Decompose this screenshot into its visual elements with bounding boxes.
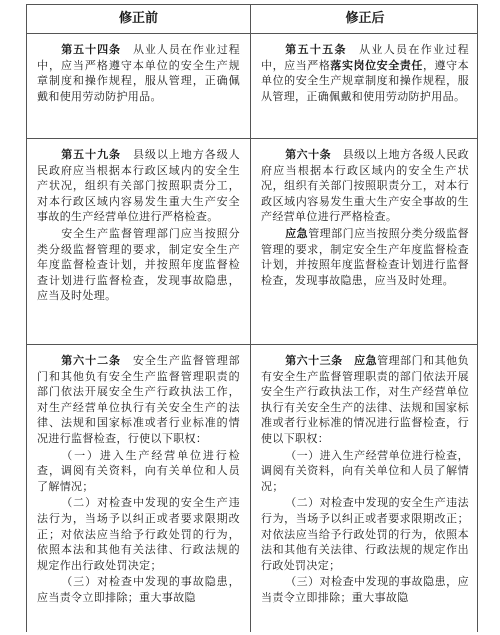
after-cell bbox=[251, 345, 478, 607]
comparison-table bbox=[26, 4, 478, 632]
article-text: 安全生产监督管理部门和其他负有安全生产监督管理职责的部门依法开展安全生产行政执法工作，对生产经营单位执行有关安全生产的法律、法规和国家标准或者行业标准的情况进行监督检查，行使以下职权： bbox=[37, 354, 241, 445]
paragraph bbox=[261, 42, 469, 104]
before-cell bbox=[27, 34, 250, 105]
article-number: 第六十二条 bbox=[61, 354, 121, 367]
article-text: 县级以上地方各级人民政府应当根据本行政区域内的安全生产状况，组织有关部门按照职责分工，对本行政区域内容易发生重大生产安全事故的生产经营单位进行严格检查。 bbox=[37, 148, 241, 224]
after-cell bbox=[251, 34, 478, 105]
paragraph: （一）进入生产经营单位进行检查，调阅有关资料，向有关单位和人员了解情况； bbox=[261, 448, 469, 493]
paragraph: （三）对检查中发现的事故隐患，应当责令立即排除；重大事故隐 bbox=[261, 575, 469, 604]
table-row bbox=[27, 139, 477, 345]
article-number: 第六十三条 bbox=[285, 354, 343, 367]
article-number: 第五十四条 bbox=[61, 43, 121, 56]
paragraph bbox=[37, 353, 240, 447]
before-cell bbox=[27, 345, 250, 607]
paragraph: 安全生产监督管理部门应当按照分类分级监督管理的要求，制定安全生产年度监督检查计划，并按照年度监督检查计划进行监督检查，发现事故隐患，应当及时处理。 bbox=[37, 226, 240, 303]
table-header bbox=[27, 5, 477, 34]
article-text: 县级以上地方各级人民政府应当根据本行政区域内的安全生产状况，组织有关部门按照职责分工，对本行政区域内容易发生重大生产安全事故的生产经营单位进行严格检查。 bbox=[261, 148, 469, 224]
paragraph bbox=[261, 147, 469, 225]
article-text: ，遵守本单位的安全生产规章制度和操作规程，服从管理，正确佩戴和使用劳动防护用品。 bbox=[261, 58, 469, 103]
paragraph bbox=[261, 226, 469, 288]
article-text: 从业人员在作业过程中，应当严格 bbox=[261, 43, 469, 72]
paragraph: （一）进入生产经营单位进行检查，调阅有关资料，向有关单位和人员了解情况； bbox=[37, 448, 240, 493]
article-text: 管理部门应当按照分类分级监督管理的要求，制定安全生产年度监督检查计划，并按照年度监督检查计划进行监督检查，发现事故隐患，应当及时处理。 bbox=[261, 226, 469, 287]
header-before: 修正前 bbox=[118, 11, 158, 26]
article-number: 第六十条 bbox=[285, 148, 332, 161]
paragraph bbox=[37, 147, 240, 225]
after-cell bbox=[251, 139, 478, 289]
paragraph bbox=[37, 42, 240, 104]
revised-text: 应急 bbox=[354, 354, 378, 367]
article-number: 第五十九条 bbox=[61, 148, 121, 161]
paragraph: （二）对检查中发现的安全生产违法行为，当场予以纠正或者要求限期改正；对依法应当给予行政处罚的行为，依照本法和其他有关法律、行政法规的规定作出行政处罚决定； bbox=[261, 496, 469, 572]
article-text: 管理部门和其他负有安全生产监督管理职责的部门依法开展安全生产行政执法工作，对生产经营单位执行有关安全生产的法律、法规和国家标准或者行业标准的情况进行监督检查，行使以下职权： bbox=[261, 354, 469, 445]
before-cell bbox=[27, 139, 250, 305]
header-after: 修正后 bbox=[345, 11, 385, 26]
table-row bbox=[27, 345, 477, 632]
paragraph bbox=[261, 353, 469, 447]
revised-text: 落实岗位安全责任 bbox=[330, 58, 423, 72]
table-row bbox=[27, 34, 477, 139]
paragraph: （二）对检查中发现的安全生产违法行为，当场予以纠正或者要求限期改正；对依法应当给予行政处罚的行为，依照本法和其他有关法律、行政法规的规定作出行政处罚决定； bbox=[37, 496, 240, 572]
paragraph: （三）对检查中发现的事故隐患，应当责令立即排除；重大事故隐 bbox=[37, 575, 240, 604]
revised-text: 应急 bbox=[285, 226, 309, 240]
article-number: 第五十五条 bbox=[285, 43, 347, 56]
article-text: 从业人员在作业过程中，应当严格遵守本单位的安全生产规章制度和操作规程，服从管理，正确佩戴和使用劳动防护用品。 bbox=[37, 43, 241, 103]
